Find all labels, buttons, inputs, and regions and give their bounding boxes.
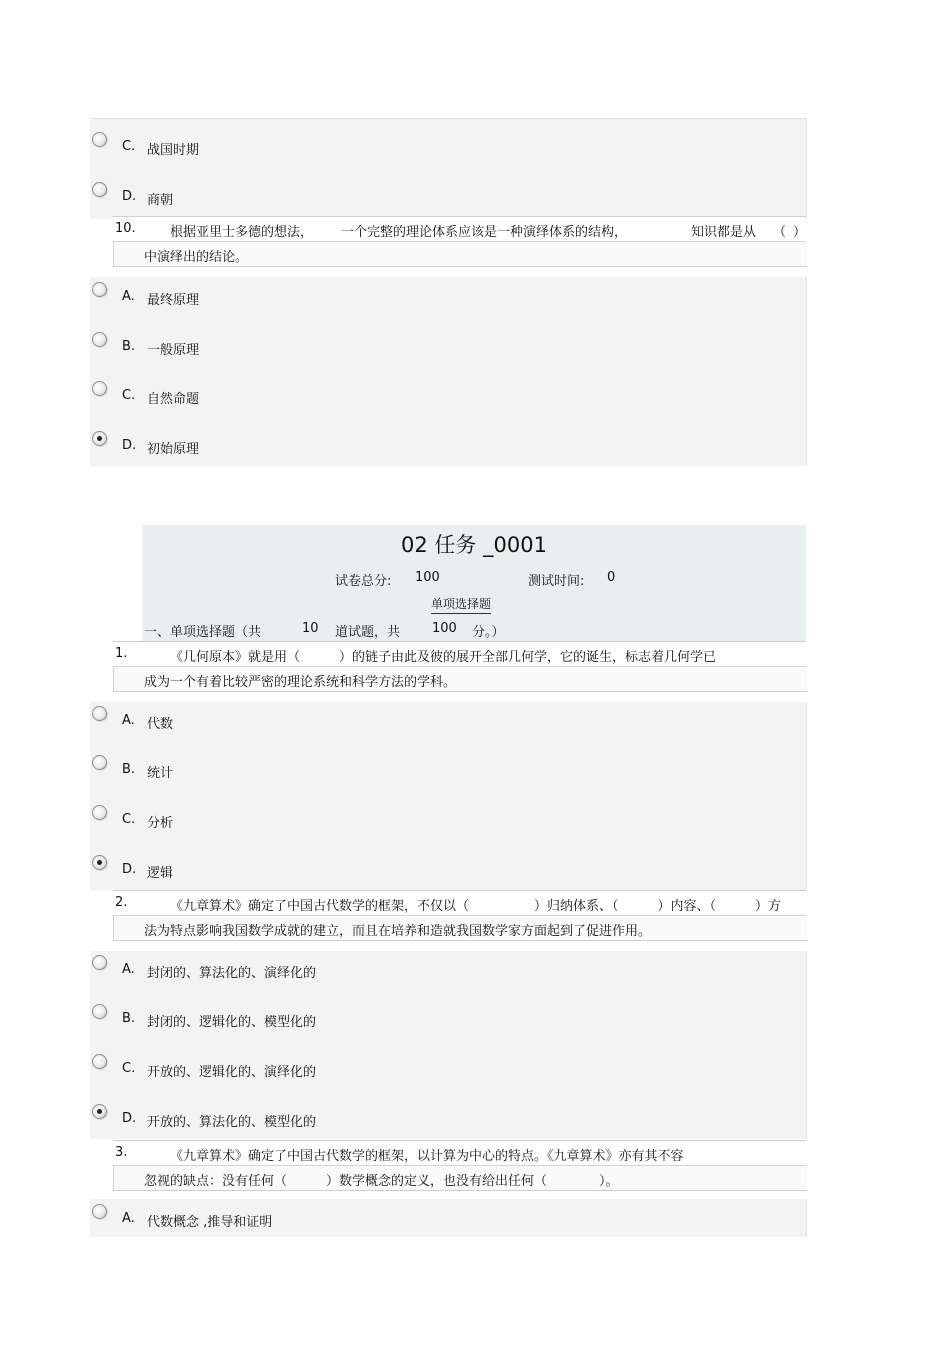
option-text: 统计 <box>147 766 174 781</box>
question-2-line1 <box>113 890 806 917</box>
radio-button[interactable] <box>92 1204 107 1219</box>
total-score-label: 试卷总分: <box>335 574 392 589</box>
option-text: 代数 <box>147 717 174 732</box>
question-3-line2 <box>113 1166 807 1191</box>
option-letter: A. <box>122 962 135 977</box>
option-q10-c[interactable] <box>92 381 492 405</box>
option-q9-d[interactable] <box>92 182 492 206</box>
section-text: 一、单项选择题（共 <box>144 625 262 640</box>
total-score-value: 100 <box>415 570 440 585</box>
question-number: 2. <box>115 895 128 910</box>
option-q10-d[interactable] <box>92 431 492 455</box>
option-q2-a[interactable] <box>92 955 492 979</box>
radio-button[interactable] <box>92 282 107 297</box>
option-letter: C. <box>122 139 136 154</box>
question-text: 《几何原本》就是用（ ）的链子由此及彼的展开全部几何学，它的诞生，标志着几何学已 <box>170 650 717 665</box>
option-letter: D. <box>122 438 137 453</box>
option-q2-d[interactable] <box>92 1104 492 1128</box>
question-10-line2 <box>113 242 807 267</box>
question-text: 成为一个有着比较严密的理论系统和科学方法的学科。 <box>144 675 457 690</box>
question-number: 1. <box>115 646 128 661</box>
option-letter: A. <box>122 289 135 304</box>
section-text: 道试题，共 <box>335 625 401 640</box>
question-3-line1 <box>113 1140 806 1167</box>
test-time-label: 测试时间: <box>528 574 585 589</box>
option-text: 开放的、算法化的、模型化的 <box>147 1115 317 1130</box>
option-text: 逻辑 <box>147 866 174 881</box>
option-letter: B. <box>122 339 136 354</box>
option-text: 分析 <box>147 816 174 831</box>
option-letter: C. <box>122 388 136 403</box>
radio-button[interactable] <box>92 955 107 970</box>
question-1-line1 <box>113 641 806 668</box>
option-letter: A. <box>122 1211 135 1226</box>
option-q3-a[interactable] <box>92 1204 492 1228</box>
question-text: 忽视的缺点：没有任何（ ）数学概念的定义，也没有给出任何（ ）。 <box>144 1174 619 1189</box>
option-q1-a[interactable] <box>92 706 492 730</box>
question-2-line2 <box>113 916 807 941</box>
radio-button[interactable] <box>92 1054 107 1069</box>
radio-button[interactable] <box>92 755 107 770</box>
radio-button[interactable] <box>92 381 107 396</box>
exam-header <box>142 525 806 641</box>
radio-button-selected[interactable] <box>92 855 107 870</box>
option-text: 封闭的、算法化的、演绎化的 <box>147 966 317 981</box>
question-1-line2 <box>113 667 807 692</box>
option-text: 最终原理 <box>147 293 200 308</box>
question-count: 10 <box>302 621 319 636</box>
radio-button-selected[interactable] <box>92 431 107 446</box>
question-text: 中演绎出的结论。 <box>144 250 249 265</box>
test-time-value: 0 <box>607 570 616 585</box>
question-text: 法为特点影响我国数学成就的建立，而且在培养和造就我国数学家方面起到了促进作用。 <box>144 924 652 939</box>
option-letter: C. <box>122 812 136 827</box>
question-text: 根据亚里士多德的想法， <box>170 225 314 240</box>
option-q10-b[interactable] <box>92 332 492 356</box>
question-text: 《九章算术》确定了中国古代数学的框架，以计算为中心的特点。《九章算术》亦有其不容 <box>170 1149 684 1164</box>
section-text: 分。） <box>472 625 505 640</box>
radio-button[interactable] <box>92 182 107 197</box>
option-text: 开放的、逻辑化的、演绎化的 <box>147 1065 317 1080</box>
option-text: 代数概念 ,推导和证明 <box>147 1215 273 1230</box>
exam-title: 02 任务 _0001 <box>400 533 547 557</box>
option-letter: B. <box>122 762 136 777</box>
section-score: 100 <box>432 621 457 636</box>
option-letter: D. <box>122 1111 137 1126</box>
option-q9-c[interactable] <box>92 132 492 156</box>
option-letter: D. <box>122 189 137 204</box>
question-text: （ <box>773 225 787 240</box>
question-text: ） <box>793 225 807 240</box>
option-letter: B. <box>122 1011 136 1026</box>
question-text: 《九章算术》确定了中国古代数学的框架，不仅以（ ）归纳体系、（ ）内容、（ ）方 <box>170 899 782 914</box>
option-text: 战国时期 <box>147 143 200 158</box>
question-text: 一个完整的理论体系应该是一种演绎体系的结构， <box>341 225 628 240</box>
question-number: 10. <box>115 221 136 236</box>
option-text: 初始原理 <box>147 442 200 457</box>
option-text: 一般原理 <box>147 343 200 358</box>
radio-button[interactable] <box>92 706 107 721</box>
option-q1-b[interactable] <box>92 755 492 779</box>
radio-button[interactable] <box>92 1004 107 1019</box>
question-number: 3. <box>115 1145 128 1160</box>
radio-button[interactable] <box>92 805 107 820</box>
option-q2-c[interactable] <box>92 1054 492 1078</box>
option-text: 封闭的、逻辑化的、模型化的 <box>147 1015 317 1030</box>
option-letter: D. <box>122 862 137 877</box>
option-text: 自然命题 <box>147 392 200 407</box>
option-letter: C. <box>122 1061 136 1076</box>
option-text: 商朝 <box>147 193 174 208</box>
option-q1-d[interactable] <box>92 855 492 879</box>
question-10-line1 <box>113 216 806 243</box>
option-letter: A. <box>122 713 135 728</box>
option-q1-c[interactable] <box>92 805 492 829</box>
option-q10-a[interactable] <box>92 282 492 306</box>
radio-button-selected[interactable] <box>92 1104 107 1119</box>
radio-button[interactable] <box>92 332 107 347</box>
section-link[interactable]: 单项选择题 <box>431 595 491 614</box>
radio-button[interactable] <box>92 132 107 147</box>
option-q2-b[interactable] <box>92 1004 492 1028</box>
question-text: 知识都是从 <box>691 225 757 240</box>
